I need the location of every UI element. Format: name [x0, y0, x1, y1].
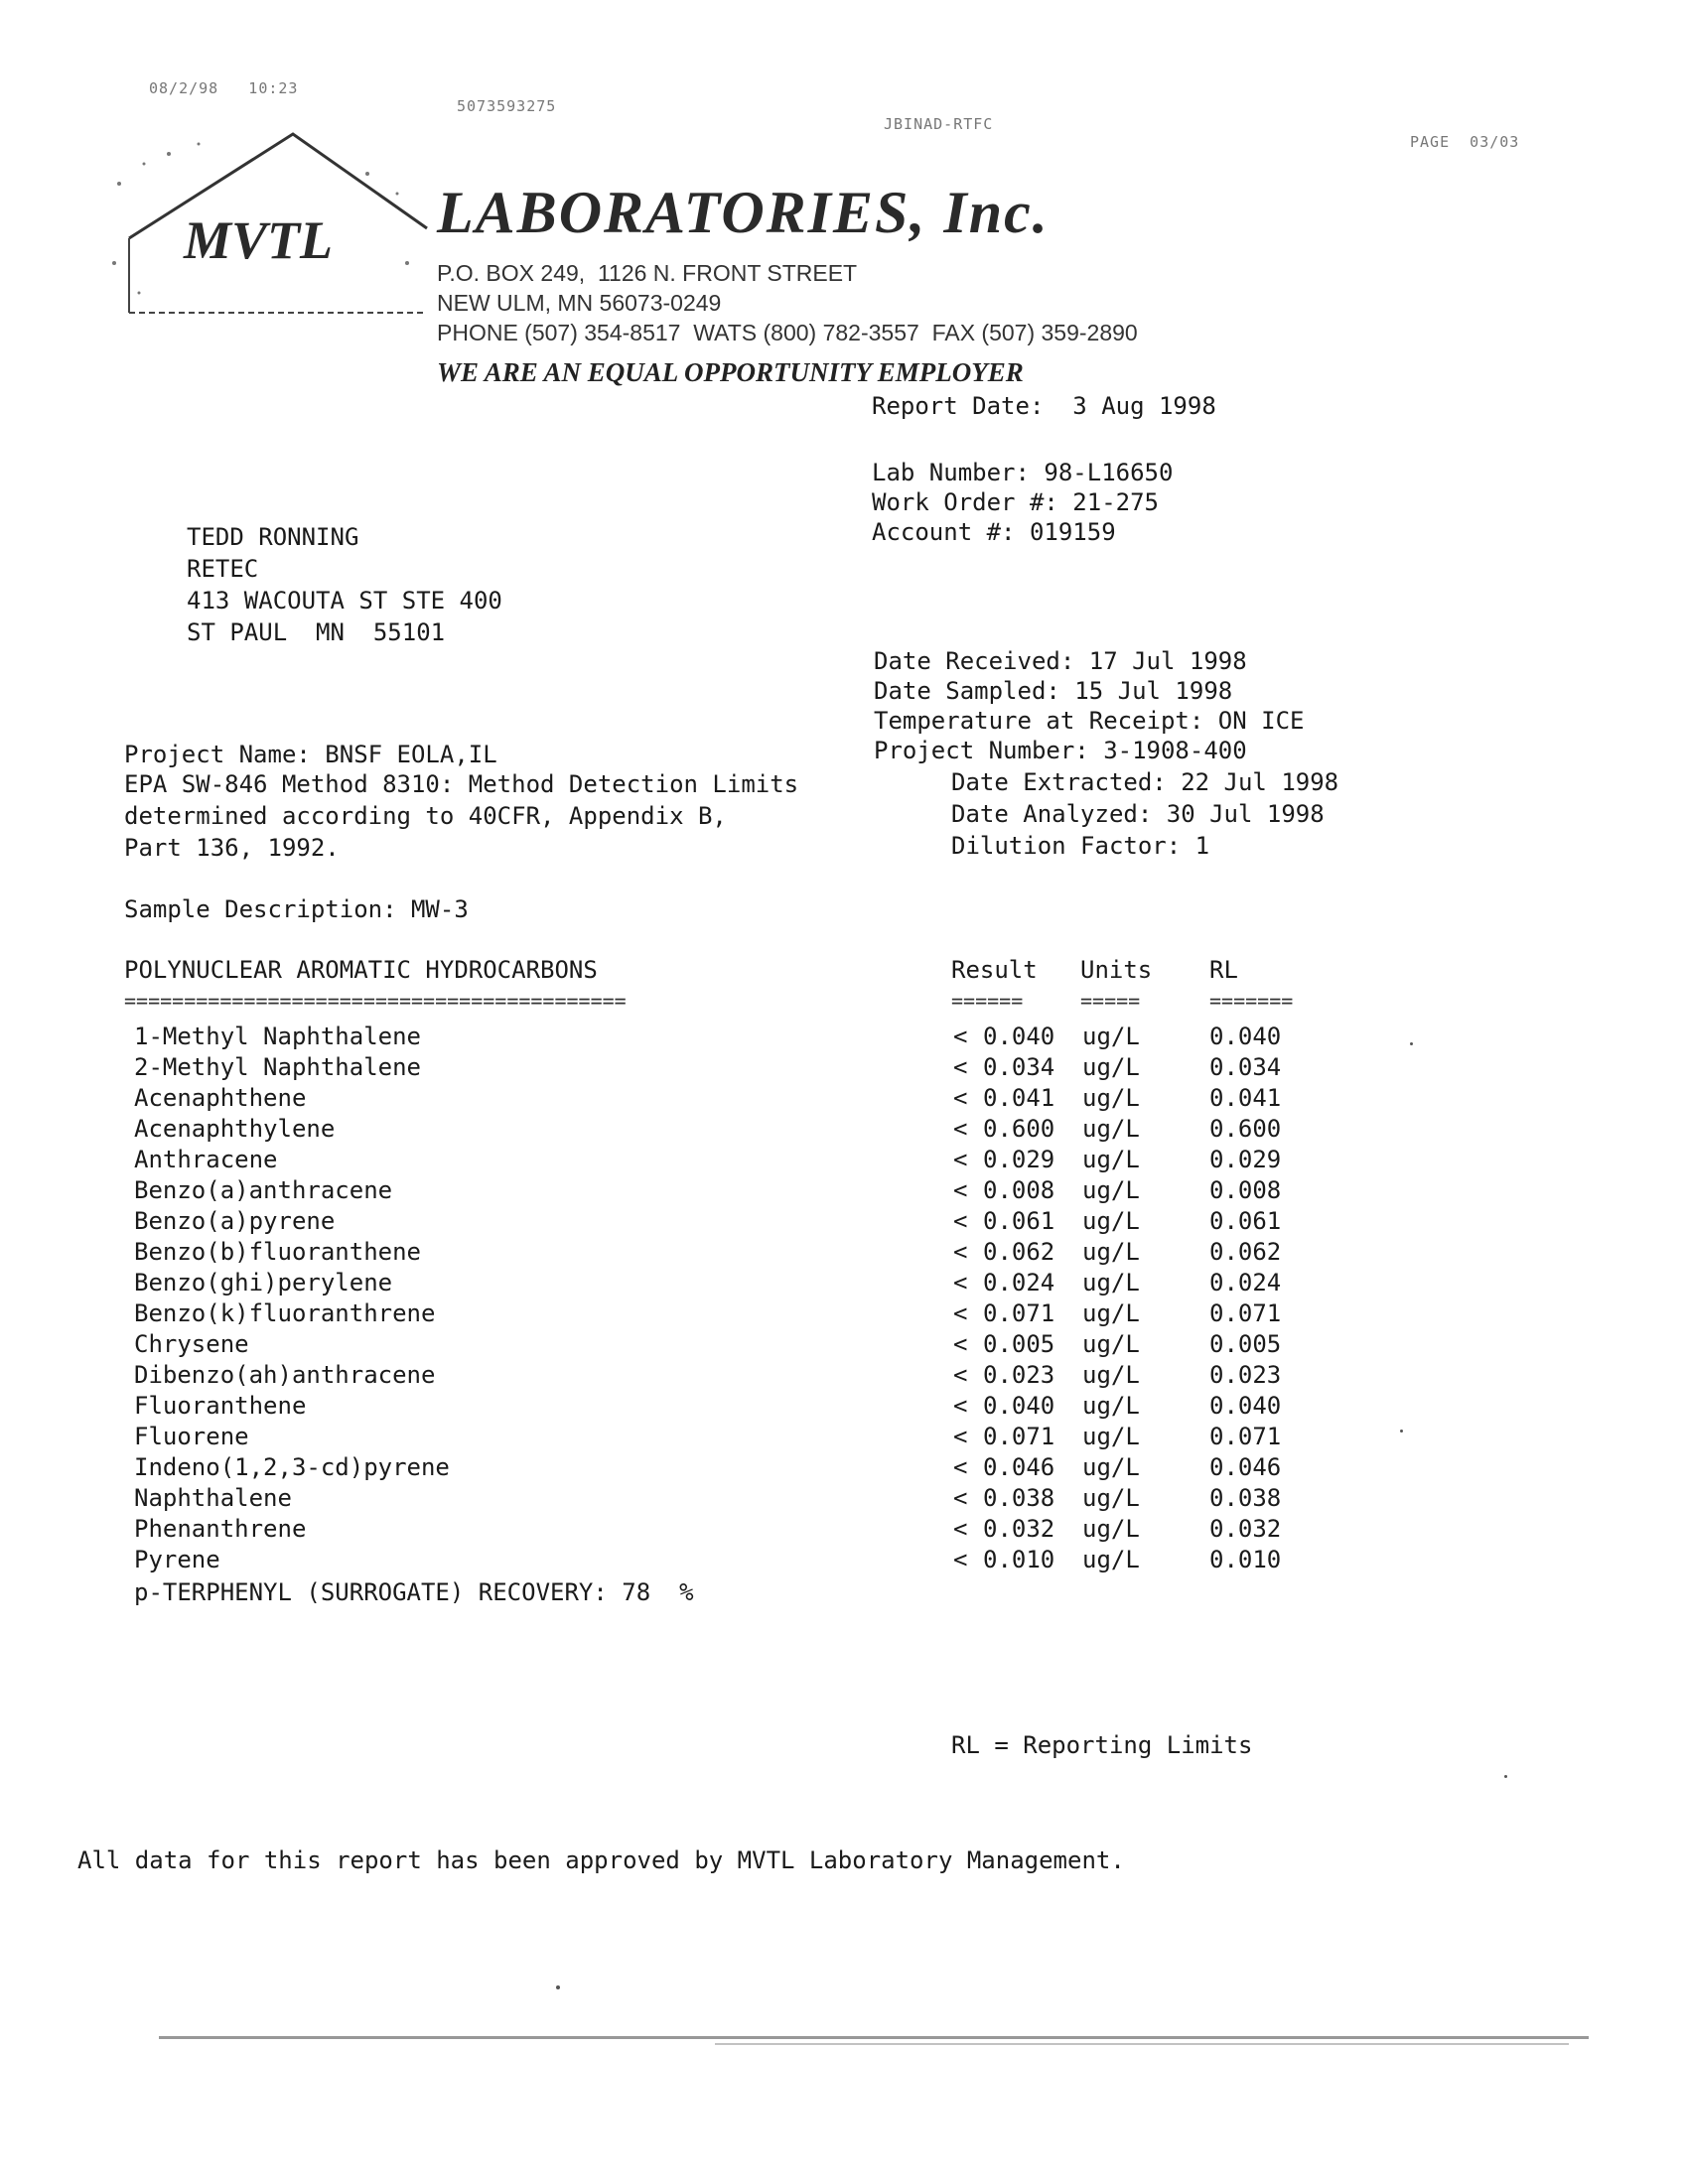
analyte-name: Benzo(a)pyrene: [134, 1207, 336, 1235]
reporting-limit: 0.061: [1209, 1207, 1282, 1235]
result-units: ug/L: [1082, 1023, 1140, 1050]
reporting-limit: 0.034: [1209, 1053, 1282, 1081]
result-units: ug/L: [1082, 1361, 1140, 1389]
company-name: LABORATORIES, Inc.: [437, 180, 1050, 245]
fax-date-time: 08/2/98 10:23: [149, 79, 299, 97]
client-city: ST PAUL MN 55101: [187, 618, 446, 646]
result-comparator: <: [953, 1176, 968, 1204]
reporting-limit: 0.040: [1209, 1023, 1282, 1050]
illegible-disclaimer-smudge: [159, 2030, 1589, 2050]
company-logo: [99, 124, 437, 323]
column-header-units: Units: [1080, 956, 1153, 984]
result-comparator: <: [953, 1207, 968, 1235]
report-date: Report Date: 3 Aug 1998: [872, 392, 1216, 420]
reporting-limit: 0.023: [1209, 1361, 1282, 1389]
result-units: ug/L: [1082, 1392, 1140, 1420]
lab-number: Lab Number: 98-L16650: [872, 459, 1174, 486]
result-units: ug/L: [1082, 1423, 1140, 1450]
reporting-limit: 0.032: [1209, 1515, 1282, 1543]
analyte-name: Naphthalene: [134, 1484, 292, 1512]
result-comparator: <: [953, 1115, 968, 1143]
result-comparator: <: [953, 1084, 968, 1112]
analyte-name: Benzo(k)fluoranthrene: [134, 1299, 436, 1327]
analyte-name: Pyrene: [134, 1546, 220, 1573]
temperature-at-receipt: Temperature at Receipt: ON ICE: [874, 707, 1305, 735]
client-name: TEDD RONNING: [187, 523, 359, 551]
project-number: Project Number: 3-1908-400: [874, 737, 1247, 764]
result-value: 0.071: [983, 1423, 1055, 1450]
result-value: 0.032: [983, 1515, 1055, 1543]
scan-speck: [1400, 1430, 1403, 1433]
analyte-name: Benzo(a)anthracene: [134, 1176, 393, 1204]
reporting-limit: 0.046: [1209, 1453, 1282, 1481]
result-units: ug/L: [1082, 1330, 1140, 1358]
result-value: 0.005: [983, 1330, 1055, 1358]
scan-speck: [1504, 1775, 1507, 1778]
result-units: ug/L: [1082, 1484, 1140, 1512]
result-value: 0.040: [983, 1392, 1055, 1420]
result-units: ug/L: [1082, 1176, 1140, 1204]
result-value: 0.024: [983, 1269, 1055, 1297]
result-comparator: <: [953, 1238, 968, 1266]
analyte-name: Anthracene: [134, 1146, 278, 1173]
analyte-name: 2-Methyl Naphthalene: [134, 1053, 421, 1081]
fax-page: PAGE 03/03: [1410, 133, 1520, 151]
result-units: ug/L: [1082, 1453, 1140, 1481]
rule-result: ======: [951, 989, 1024, 1013]
result-units: ug/L: [1082, 1269, 1140, 1297]
result-value: 0.071: [983, 1299, 1055, 1327]
reporting-limit: 0.041: [1209, 1084, 1282, 1112]
result-value: 0.034: [983, 1053, 1055, 1081]
reporting-limit: 0.062: [1209, 1238, 1282, 1266]
column-header-result: Result: [951, 956, 1038, 984]
result-comparator: <: [953, 1515, 968, 1543]
result-comparator: <: [953, 1269, 968, 1297]
result-comparator: <: [953, 1453, 968, 1481]
result-comparator: <: [953, 1361, 968, 1389]
logo-text: MVTL: [184, 210, 334, 270]
analyte-name: Benzo(b)fluoranthene: [134, 1238, 421, 1266]
date-sampled: Date Sampled: 15 Jul 1998: [874, 677, 1233, 705]
reporting-limit: 0.029: [1209, 1146, 1282, 1173]
rl-legend-note: RL = Reporting Limits: [951, 1731, 1253, 1759]
reporting-limit: 0.024: [1209, 1269, 1282, 1297]
result-value: 0.041: [983, 1084, 1055, 1112]
result-units: ug/L: [1082, 1207, 1140, 1235]
reporting-limit: 0.600: [1209, 1115, 1282, 1143]
result-units: ug/L: [1082, 1546, 1140, 1573]
result-comparator: <: [953, 1023, 968, 1050]
eeo-statement: WE ARE AN EQUAL OPPORTUNITY EMPLOYER: [437, 357, 1024, 387]
result-comparator: <: [953, 1423, 968, 1450]
method-line1: EPA SW-846 Method 8310: Method Detection Limits: [124, 770, 799, 798]
section-title: POLYNUCLEAR AROMATIC HYDROCARBONS: [124, 956, 598, 984]
analyte-name: Indeno(1,2,3-cd)pyrene: [134, 1453, 450, 1481]
rule-units: =====: [1080, 989, 1141, 1013]
project-name: Project Name: BNSF EOLA,IL: [124, 741, 497, 768]
analyte-name: Chrysene: [134, 1330, 249, 1358]
reporting-limit: 0.071: [1209, 1423, 1282, 1450]
analyte-name: Benzo(ghi)perylene: [134, 1269, 393, 1297]
scan-speck: [1410, 1042, 1413, 1045]
analyte-name: Fluoranthene: [134, 1392, 307, 1420]
scan-speck: [556, 1985, 560, 1989]
result-comparator: <: [953, 1053, 968, 1081]
result-units: ug/L: [1082, 1053, 1140, 1081]
reporting-limit: 0.040: [1209, 1392, 1282, 1420]
result-units: ug/L: [1082, 1084, 1140, 1112]
analyte-name: Dibenzo(ah)anthracene: [134, 1361, 436, 1389]
method-line2: determined according to 40CFR, Appendix B,: [124, 802, 727, 830]
client-street: 413 WACOUTA ST STE 400: [187, 587, 502, 614]
result-units: ug/L: [1082, 1238, 1140, 1266]
result-comparator: <: [953, 1392, 968, 1420]
result-value: 0.061: [983, 1207, 1055, 1235]
column-header-rl: RL: [1209, 956, 1238, 984]
client-company: RETEC: [187, 555, 259, 583]
section-rule: ==========================================: [124, 989, 627, 1013]
date-received: Date Received: 17 Jul 1998: [874, 647, 1247, 675]
analyte-name: Fluorene: [134, 1423, 249, 1450]
work-order: Work Order #: 21-275: [872, 488, 1159, 516]
result-units: ug/L: [1082, 1115, 1140, 1143]
result-comparator: <: [953, 1146, 968, 1173]
reporting-limit: 0.010: [1209, 1546, 1282, 1573]
result-units: ug/L: [1082, 1299, 1140, 1327]
date-extracted: Date Extracted: 22 Jul 1998: [951, 768, 1339, 796]
reporting-limit: 0.038: [1209, 1484, 1282, 1512]
company-contact-line: PHONE (507) 354-8517 WATS (800) 782-3557 FAX (507) 359-2890: [437, 320, 1138, 345]
account-number: Account #: 019159: [872, 518, 1116, 546]
fax-phone: 5073593275: [457, 97, 557, 115]
analyte-name: Acenaphthylene: [134, 1115, 336, 1143]
result-value: 0.038: [983, 1484, 1055, 1512]
dilution-factor: Dilution Factor: 1: [951, 832, 1210, 860]
result-units: ug/L: [1082, 1515, 1140, 1543]
result-value: 0.040: [983, 1023, 1055, 1050]
result-value: 0.046: [983, 1453, 1055, 1481]
result-value: 0.008: [983, 1176, 1055, 1204]
fax-sender: JBINAD-RTFC: [884, 115, 994, 133]
method-line3: Part 136, 1992.: [124, 834, 340, 862]
date-analyzed: Date Analyzed: 30 Jul 1998: [951, 800, 1325, 828]
rule-rl: =======: [1209, 989, 1294, 1013]
analyte-name: 1-Methyl Naphthalene: [134, 1023, 421, 1050]
analyte-name: Acenaphthene: [134, 1084, 307, 1112]
company-address-line2: NEW ULM, MN 56073-0249: [437, 290, 722, 316]
sample-description: Sample Description: MW-3: [124, 895, 469, 923]
result-value: 0.600: [983, 1115, 1055, 1143]
result-value: 0.029: [983, 1146, 1055, 1173]
reporting-limit: 0.005: [1209, 1330, 1282, 1358]
result-units: ug/L: [1082, 1146, 1140, 1173]
result-comparator: <: [953, 1484, 968, 1512]
surrogate-recovery: p-TERPHENYL (SURROGATE) RECOVERY: 78 %: [134, 1578, 694, 1606]
result-value: 0.010: [983, 1546, 1055, 1573]
company-address-line1: P.O. BOX 249, 1126 N. FRONT STREET: [437, 260, 858, 286]
result-value: 0.062: [983, 1238, 1055, 1266]
reporting-limit: 0.008: [1209, 1176, 1282, 1204]
result-comparator: <: [953, 1299, 968, 1327]
result-comparator: <: [953, 1546, 968, 1573]
analyte-name: Phenanthrene: [134, 1515, 307, 1543]
result-value: 0.023: [983, 1361, 1055, 1389]
result-comparator: <: [953, 1330, 968, 1358]
approval-statement: All data for this report has been approved by MVTL Laboratory Management.: [77, 1846, 1125, 1874]
reporting-limit: 0.071: [1209, 1299, 1282, 1327]
